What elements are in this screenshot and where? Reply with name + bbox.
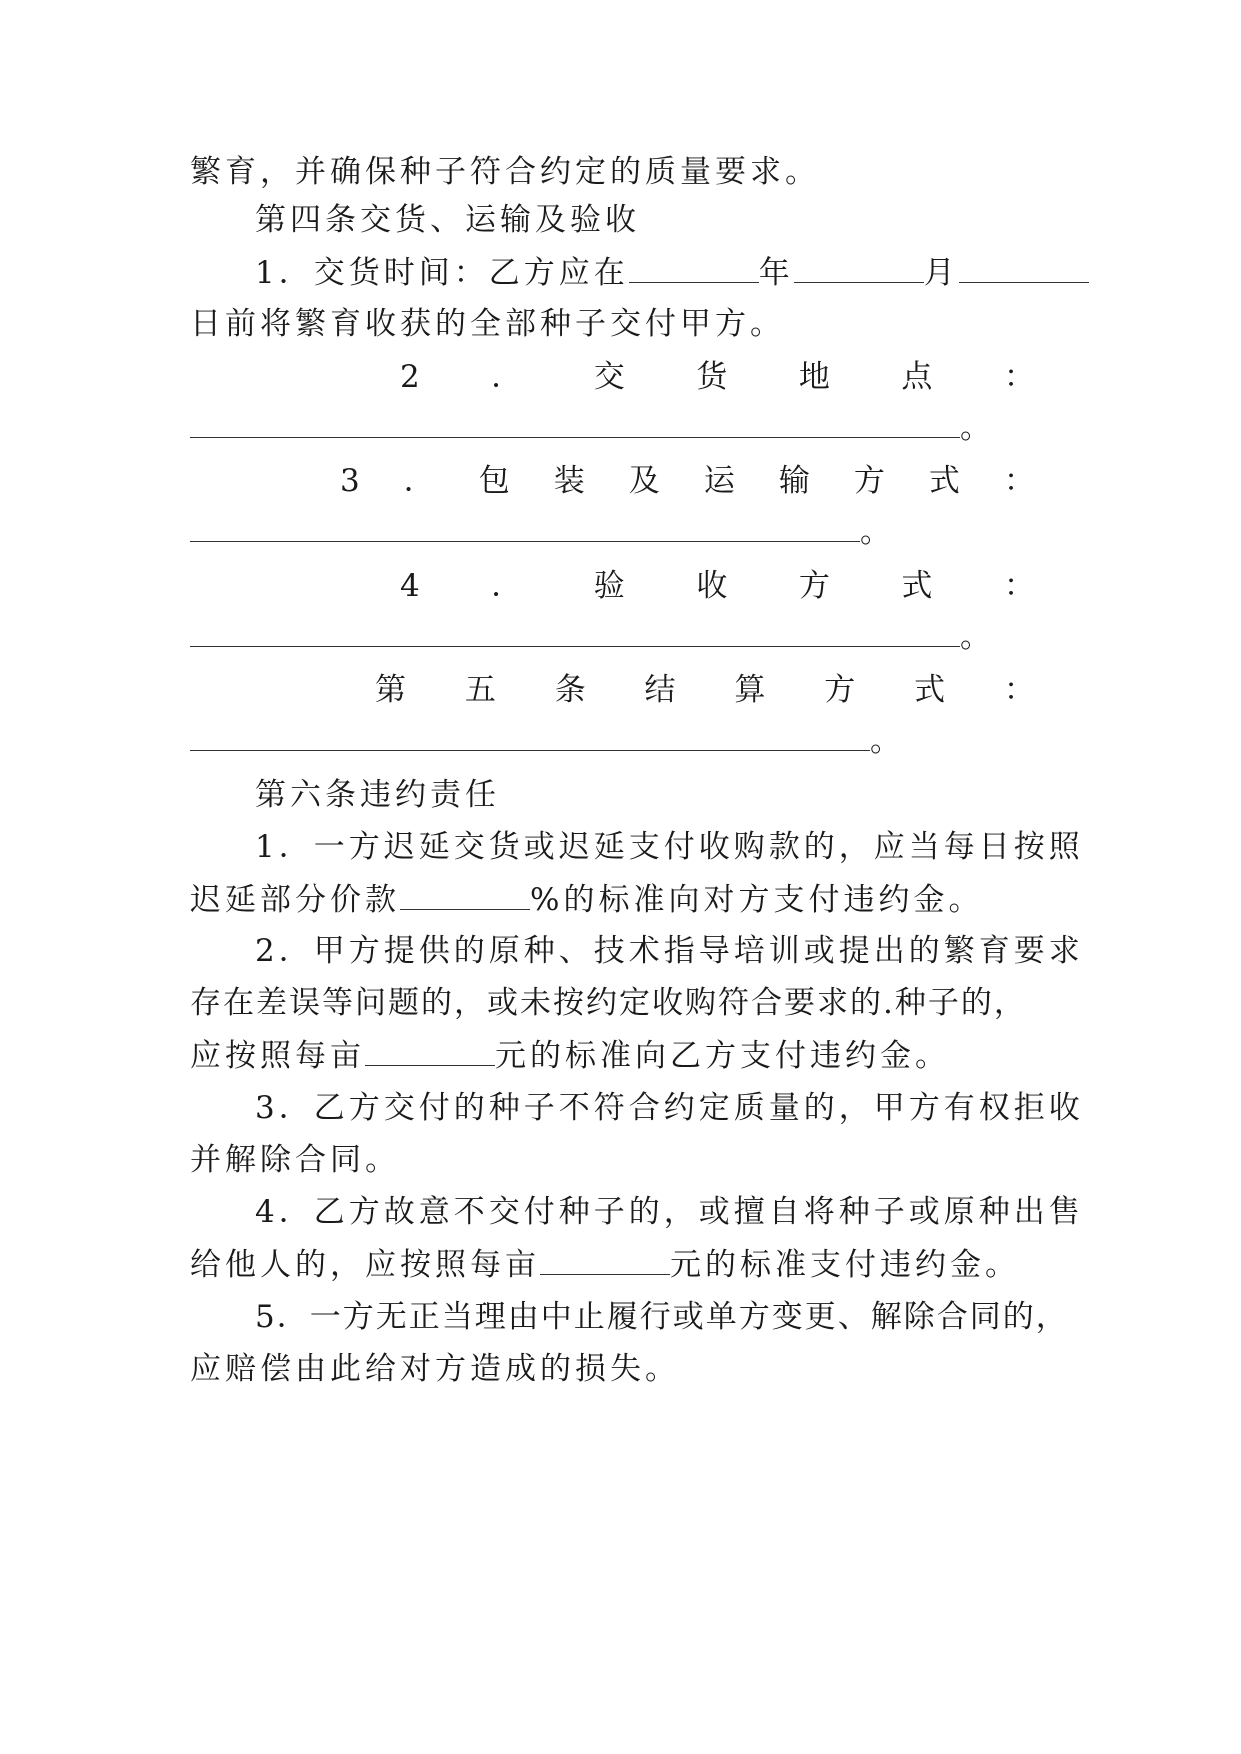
spaced-character: ： (1003, 359, 1035, 395)
per-mu-penalty-blank[interactable] (540, 1244, 670, 1275)
spaced-character: ． (491, 568, 523, 604)
article-6-heading: 第六条违约责任 (255, 777, 500, 813)
spaced-character: 结 (644, 672, 676, 708)
paragraph-line: 3．乙方交付的种子不符合约定质量的，甲方有权拒收 (255, 1090, 1084, 1126)
spaced-character: 算 (734, 672, 766, 708)
spaced-character: 第 (375, 672, 406, 708)
paragraph-line: 4．乙方故意不交付种子的，或擅自将种子或原种出售 (255, 1194, 1084, 1230)
spaced-character: 五 (464, 672, 496, 708)
spaced-character: 验 (593, 568, 625, 604)
spaced-character: 输 (778, 463, 810, 499)
paragraph-line: 2．甲方提供的原种、技术指导培训或提出的繁育要求 (255, 933, 1084, 969)
acceptance-method-blank[interactable] (190, 618, 960, 647)
spaced-character: 及 (628, 463, 660, 499)
spaced-character: 4 (400, 568, 420, 604)
period: 。 (870, 723, 905, 759)
spaced-character: 点 (901, 359, 933, 395)
day-blank[interactable] (959, 252, 1089, 283)
packaging-transport-line (340, 461, 1035, 501)
text-segment: 给他人的，应按照每亩 (190, 1247, 540, 1283)
paragraph-line: 应赔偿由此给对方造成的损失。 (190, 1351, 680, 1387)
spaced-character: 2 (400, 359, 420, 395)
period: 。 (960, 410, 995, 446)
spaced-character: 运 (703, 463, 735, 499)
paragraph-line: 5．一方无正当理由中止履行或单方变更、解除合同的， (255, 1299, 1069, 1335)
paragraph-line: 日前将繁育收获的全部种子交付甲方。 (190, 306, 785, 342)
text-segment: 元的标准支付违约金。 (670, 1247, 1020, 1283)
spaced-character: 方 (798, 568, 830, 604)
spaced-character: ： (1003, 672, 1035, 708)
spaced-character: ． (403, 463, 435, 499)
spaced-character: 条 (554, 672, 586, 708)
delivery-time-line (255, 252, 1060, 293)
delivery-location-fill-line (190, 408, 1060, 448)
text-segment: 应按照每亩 (190, 1038, 365, 1074)
acceptance-method-line (400, 566, 1035, 606)
article-4-heading: 第四条交货、运输及验收 (255, 202, 640, 238)
paragraph-line: 1．一方迟延交货或迟延支付收购款的，应当每日按照 (255, 829, 1084, 865)
spaced-character: 式 (901, 568, 933, 604)
year-blank[interactable] (629, 252, 759, 283)
article-5-line (375, 670, 1035, 710)
spaced-character: 方 (853, 463, 885, 499)
year-label: 年 (758, 255, 794, 291)
paragraph-line (190, 1244, 1060, 1285)
delivery-location-line (400, 357, 1035, 397)
text-segment: 迟延部分价款 (190, 882, 400, 918)
spaced-character: 收 (696, 568, 728, 604)
spaced-character: 地 (798, 359, 830, 395)
paragraph-line: 繁育，并确保种子符合约定的质量要求。 (190, 154, 820, 190)
paragraph-line: 并解除合同。 (190, 1142, 400, 1178)
spaced-character: 3 (340, 463, 360, 499)
text-segment: %的标准向对方支付违约金。 (530, 882, 984, 918)
settlement-method-blank[interactable] (190, 722, 870, 751)
text-segment: 元的标准向乙方支付违约金。 (495, 1038, 950, 1074)
spaced-character: 货 (696, 359, 728, 395)
percent-blank[interactable] (400, 879, 530, 910)
delivery-location-blank[interactable] (190, 409, 960, 438)
paragraph-line (190, 879, 1060, 920)
spaced-character: 式 (914, 672, 946, 708)
spaced-character: ： (1003, 568, 1035, 604)
packaging-transport-blank[interactable] (190, 513, 860, 542)
period: 。 (860, 514, 895, 550)
month-blank[interactable] (794, 252, 924, 283)
paragraph-line: 存在差误等问题的，或未按约定收购符合要求的.种子的， (190, 985, 1027, 1021)
settlement-fill-line (190, 721, 1060, 761)
packaging-transport-fill-line (190, 512, 1060, 552)
acceptance-method-fill-line (190, 617, 1060, 657)
month-label: 月 (923, 255, 959, 291)
spaced-character: ： (1003, 463, 1035, 499)
spaced-character: 式 (928, 463, 960, 499)
period: 。 (960, 619, 995, 655)
spaced-character: 装 (553, 463, 585, 499)
spaced-character: 交 (593, 359, 625, 395)
spaced-character: 包 (478, 463, 510, 499)
spaced-character: ． (491, 359, 523, 395)
delivery-time-label: 1．交货时间：乙方应在 (255, 255, 629, 291)
spaced-character: 方 (824, 672, 856, 708)
paragraph-line (190, 1035, 1060, 1076)
per-mu-amount-blank[interactable] (365, 1035, 495, 1066)
